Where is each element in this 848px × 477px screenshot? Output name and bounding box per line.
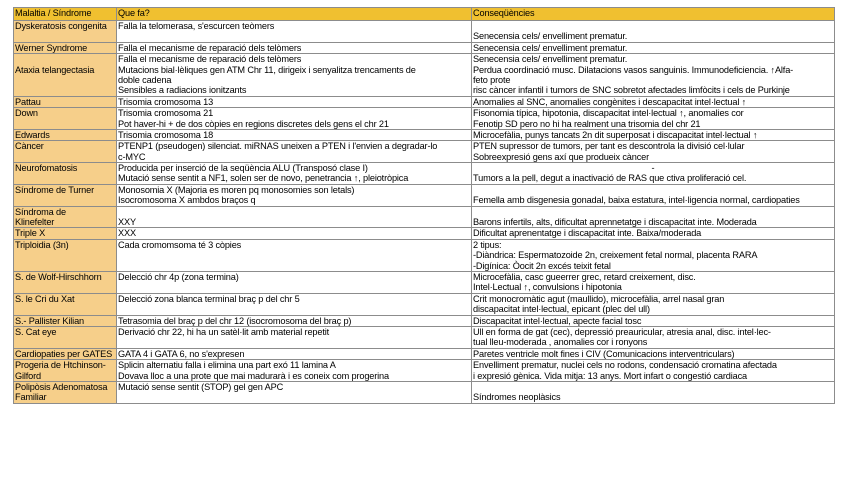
cell-line: Senecensia cels/ envelliment prematur.	[473, 42, 628, 53]
cell-line: Tumors a la pell, degut a inactivació de RAS que ctiva proliferació cel.	[473, 173, 747, 184]
consequence-cell[interactable]	[472, 348, 835, 359]
cell-line: S.- Pallister Kilian	[15, 315, 84, 326]
cell-line: Pattau	[15, 96, 41, 107]
cell-line: Síndrome de Turner	[15, 184, 95, 195]
what-cell[interactable]	[117, 293, 472, 315]
table-body	[14, 21, 835, 404]
consequence-cell[interactable]	[472, 239, 835, 271]
what-cell[interactable]	[117, 42, 472, 53]
consequence-cell[interactable]	[472, 228, 835, 239]
disease-cell[interactable]	[14, 163, 117, 185]
what-cell[interactable]	[117, 271, 472, 293]
cell-line: Edwards	[15, 129, 50, 140]
cell-line: Dificultat aprenentatge i discapacitat inte. Baixa/moderada	[473, 228, 702, 239]
cell-line: Isocromosoma X ambdos braços q	[118, 195, 256, 206]
table-row	[14, 206, 835, 228]
cell-line: Falla el mecanisme de reparació dels telòmers	[118, 54, 302, 65]
cell-line: Trisomia cromosoma 13	[118, 96, 214, 107]
cell-line	[473, 382, 833, 392]
table-row	[14, 315, 835, 326]
cell-line: Triploidia (3n)	[15, 239, 69, 250]
what-cell[interactable]	[117, 360, 472, 382]
cell-line: Mutació sense sentit (STOP) gel gen APC	[118, 381, 284, 392]
consequence-cell[interactable]	[472, 96, 835, 107]
cell-line	[473, 185, 833, 195]
consequence-cell[interactable]	[472, 54, 835, 97]
cell-line	[15, 261, 115, 271]
disease-cell[interactable]	[14, 54, 117, 97]
consequence-cell[interactable]	[472, 315, 835, 326]
cell-line: Senecensia cels/ envelliment prematur.	[473, 31, 628, 42]
what-cell[interactable]	[117, 381, 472, 403]
cell-line: Discapacitat intel·lectual, apecte facial tosc	[473, 315, 642, 326]
table-row	[14, 163, 835, 185]
table-row	[14, 348, 835, 359]
cell-line: Klinefelter	[15, 217, 55, 228]
disease-cell[interactable]	[14, 381, 117, 403]
consequence-cell[interactable]	[472, 163, 835, 185]
table-row	[14, 293, 835, 315]
cell-line: Barons infertils, alts, dificultat aprennetatge i discapacitat inte. Moderada	[473, 217, 757, 228]
cell-line: PTEN supressor de tumors, per tant es descontrola la divisió cel·lular	[473, 141, 745, 152]
cell-line	[15, 173, 115, 183]
disease-cell[interactable]	[14, 206, 117, 228]
what-cell[interactable]	[117, 129, 472, 140]
cell-line: Werner Syndrome	[15, 42, 88, 53]
disease-cell[interactable]	[14, 129, 117, 140]
cell-line	[15, 250, 115, 260]
cell-line	[118, 304, 470, 314]
cell-line: 2 tipus:	[473, 239, 502, 250]
cell-line: Monosomia X (Majoria es moren pq monosomies son letals)	[118, 184, 355, 195]
what-cell[interactable]	[117, 239, 472, 271]
cell-line: Progeria de Htchinson-	[15, 360, 106, 371]
disease-cell[interactable]	[14, 108, 117, 130]
cell-line	[15, 152, 115, 162]
table-row	[14, 42, 835, 53]
cell-line	[15, 304, 115, 314]
cell-line: Microcefàlia, punys tancats 2n dit superposat i discapacitat intel·lectual ↑	[473, 129, 758, 140]
cell-line: Ataxia telangectasia	[15, 64, 95, 75]
cell-line: Anomalies al SNC, anomalies congènites i descapacitat intel·lectual ↑	[473, 96, 747, 107]
cell-line: Trisomia cromosoma 21	[118, 108, 214, 119]
cell-line: Falla el mecanisme de reparació dels telòmers	[118, 42, 302, 53]
cell-line: discapacitat intel·lectual, epicant (plec del ull)	[473, 304, 650, 315]
cell-line	[473, 207, 833, 217]
disease-table	[13, 7, 835, 404]
what-cell[interactable]	[117, 326, 472, 348]
what-cell[interactable]	[117, 108, 472, 130]
cell-line: Sobreexpresió gens axí que produeix càncer	[473, 151, 650, 162]
cell-line	[118, 250, 470, 260]
cell-line: Perdua coordinació musc. Dilatacions vasos sanguinis. Immunodeficiencia. ↑Alfa-	[473, 64, 794, 75]
what-cell[interactable]	[117, 184, 472, 206]
header-consequences[interactable]: Conseqüències	[472, 8, 835, 21]
table-row	[14, 54, 835, 97]
cell-line: Sensibles a radiacions ionitzants	[118, 85, 247, 96]
cell-line: Derivació chr 22, hi ha un satèl·lit amb material repetit	[118, 326, 330, 337]
cell-line: Familiar	[15, 392, 47, 403]
cell-line: risc càncer infantil i tumors de SNC sobretot afectades limfòcits i cels de Purkinje	[473, 85, 790, 96]
what-cell[interactable]	[117, 141, 472, 163]
cell-line: Dovava lloc a una prote que mai madurarà i es coneix com progerina	[118, 370, 389, 381]
disease-cell[interactable]	[14, 141, 117, 163]
cell-line: XXX	[118, 228, 136, 239]
what-cell[interactable]	[117, 163, 472, 185]
what-cell[interactable]	[117, 206, 472, 228]
what-cell[interactable]	[117, 96, 472, 107]
table-row	[14, 360, 835, 382]
cell-line: Síndroma de	[15, 206, 66, 217]
disease-cell[interactable]	[14, 228, 117, 239]
table-row	[14, 129, 835, 140]
cell-line	[118, 282, 470, 292]
cell-line: Crit monocromàtic agut (maullido), microcefàlia, arrel nasal gran	[473, 293, 725, 304]
cell-line: PTENP1 (pseudogen) silenciat. miRNAS uneixen a PTEN i l'envien a degradar-lo	[118, 141, 438, 152]
table-row	[14, 326, 835, 348]
cell-line: Delecció zona blanca terminal braç p del chr 5	[118, 293, 300, 304]
cell-line: Senecensia cels/ envelliment prematur.	[473, 54, 628, 65]
cell-line	[118, 207, 470, 217]
cell-line: -Digínica: Òocit 2n excés teixit fetal	[473, 260, 611, 271]
table-row	[14, 21, 835, 43]
cell-line	[15, 85, 115, 95]
consequence-cell[interactable]	[472, 381, 835, 403]
cell-line: Tetrasomia del braç p del chr 12 (isocromosoma del braç p)	[118, 315, 352, 326]
disease-cell[interactable]	[14, 42, 117, 53]
cell-line	[15, 195, 115, 205]
cell-line: Intel·Lectual ↑, convulsions i hipotonia	[473, 282, 622, 293]
header-what[interactable]: Que fa?	[117, 8, 472, 21]
cell-line: Síndromes neoplàsics	[473, 392, 561, 403]
cell-line: Femella amb disgenesia gonadal, baixa estatura, intel·ligencia normal, cardiopaties	[473, 195, 800, 206]
cell-line: Mutació sense sentit a NF1, solen ser de novo, penetrancia ↑, pleiotròpica	[118, 173, 409, 184]
table-row	[14, 184, 835, 206]
disease-cell[interactable]	[14, 348, 117, 359]
cell-line	[118, 261, 470, 271]
cell-line: Mutacions bial·lèliques gen ATM Chr 11, dirigeix i senyalitza trencaments de	[118, 64, 416, 75]
what-cell[interactable]	[117, 315, 472, 326]
consequence-cell[interactable]	[472, 206, 835, 228]
cell-line: Fisonomia típica, hipotonia, discapacitat intel·lectual ↑, anomalies cor	[473, 108, 744, 119]
cell-line: S. Cat eye	[15, 326, 57, 337]
table-row	[14, 228, 835, 239]
consequence-cell[interactable]	[472, 42, 835, 53]
disease-cell[interactable]	[14, 184, 117, 206]
cell-line: S. le Cri du Xat	[15, 293, 75, 304]
disease-cell[interactable]	[14, 326, 117, 348]
cell-line: S. de Wolf-Hirschhorn	[15, 271, 102, 282]
cell-line: Microcefàlia, casc gueerrer grec, retard creixement, disc.	[473, 271, 696, 282]
what-cell[interactable]	[117, 228, 472, 239]
cell-line: doble cadena	[118, 74, 172, 85]
cell-line: Cardiopaties per GATES	[15, 348, 113, 359]
cell-line	[15, 282, 115, 292]
cell-line	[118, 337, 470, 347]
disease-cell[interactable]	[14, 21, 117, 43]
header-disease[interactable]: Malaltia / Síndrome	[14, 8, 117, 21]
cell-line: Polipòsis Adenomatosa	[15, 381, 108, 392]
cell-line: Producida per inserció de la seqüència ALU (Transposó clase I)	[118, 163, 368, 174]
consequence-cell[interactable]	[472, 360, 835, 382]
cell-line: Dyskeratosis congenita	[15, 21, 107, 31]
cell-line: -Diàndrica: Espermatozoide 2n, creixement fetal normal, placenta RARA	[473, 250, 758, 261]
consequence-cell[interactable]	[472, 293, 835, 315]
cell-line: Envelliment prematur, nuclei cels no rodons, condensació cromatina afectada	[473, 360, 777, 371]
cell-line: Cada cromomsoma té 3 còpies	[118, 239, 242, 250]
cell-line: Neurofomatosis	[15, 163, 78, 174]
table-row	[14, 381, 835, 403]
what-cell[interactable]	[117, 348, 472, 359]
cell-line: i expresió gènica. Vida mitja: 13 anys. Mort infart o congestió cardiaca	[473, 370, 747, 381]
consequence-cell[interactable]	[472, 21, 835, 43]
cell-line: GATA 4 i GATA 6, no s'expresen	[118, 348, 245, 359]
cell-line: XXY	[118, 217, 136, 228]
consequence-cell[interactable]	[472, 108, 835, 130]
table-row	[14, 96, 835, 107]
disease-cell[interactable]	[14, 271, 117, 293]
disease-cell[interactable]	[14, 96, 117, 107]
cell-line	[15, 54, 115, 64]
cell-line: Fenotip SD pero no hi ha realment una trisomia del chr 21	[473, 118, 701, 129]
what-cell[interactable]	[117, 54, 472, 97]
cell-line	[118, 31, 470, 41]
consequence-cell[interactable]	[472, 129, 835, 140]
header-row	[14, 8, 835, 21]
disease-cell[interactable]	[14, 315, 117, 326]
cell-line: Gilford	[15, 370, 42, 381]
cell-line: Delecció chr 4p (zona termina)	[118, 271, 239, 282]
table-row	[14, 108, 835, 130]
cell-line: Splicin alternatiu falla i elimina una part exó 11 lamina A	[118, 360, 336, 371]
cell-line: feto prote	[473, 74, 511, 85]
cell-line: Pot haver-hi + de dos còpies en regions discretes dels gens el chr 21	[118, 118, 389, 129]
cell-line: Càncer	[15, 141, 44, 152]
disease-cell[interactable]	[14, 293, 117, 315]
table-row	[14, 141, 835, 163]
consequence-cell[interactable]	[472, 271, 835, 293]
cell-line	[15, 119, 115, 129]
cell-line	[15, 31, 115, 41]
cell-line: -	[651, 163, 655, 174]
consequence-cell[interactable]	[472, 326, 835, 348]
cell-line: tual lleu-moderada , anomalies cor i ronyons	[473, 337, 648, 348]
table-row	[14, 271, 835, 293]
cell-line	[473, 21, 833, 31]
cell-line: Triple X	[15, 228, 46, 239]
cell-line: Trisomia cromosoma 18	[118, 129, 214, 140]
cell-line: Paretes ventricle molt fines i CIV (Comunicacions interventriculars)	[473, 348, 735, 359]
cell-line	[15, 75, 115, 85]
cell-line: Down	[15, 108, 38, 119]
consequence-cell[interactable]	[472, 141, 835, 163]
table-row	[14, 239, 835, 271]
disease-cell[interactable]	[14, 239, 117, 271]
what-cell[interactable]	[117, 21, 472, 43]
consequence-cell[interactable]	[472, 184, 835, 206]
cell-line	[15, 337, 115, 347]
cell-line: c-MYC	[118, 151, 146, 162]
cell-line	[118, 392, 470, 402]
disease-cell[interactable]	[14, 360, 117, 382]
cell-line: Ull en forma de gat (cec), depressió preauricular, atresia anal, disc. intel·lec-	[473, 326, 771, 337]
cell-line: Falla la telomerasa, s'escurcen teòmers	[118, 21, 275, 31]
